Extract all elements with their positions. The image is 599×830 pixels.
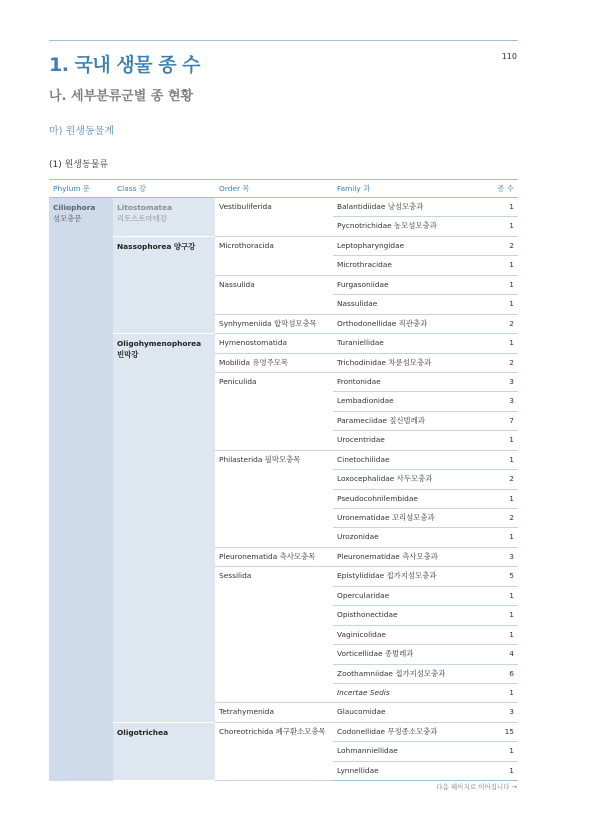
count-cell: 2 xyxy=(483,353,518,372)
family-cell: Parameciidae 짚신벌레과 xyxy=(333,411,483,430)
table-row xyxy=(49,722,518,741)
order-cell: Tetrahymenida xyxy=(215,703,333,722)
header-class: Class 강 xyxy=(113,180,215,198)
family-cell: Cinetochilidae xyxy=(333,450,483,469)
family-cell: Lohmanniellidae xyxy=(333,742,483,761)
count-cell: 6 xyxy=(483,664,518,683)
family-cell: Lynnellidae xyxy=(333,761,483,780)
header-count: 종 수 xyxy=(483,180,518,198)
count-cell: 3 xyxy=(483,372,518,391)
count-cell: 1 xyxy=(483,295,518,314)
count-cell: 5 xyxy=(483,567,518,586)
count-cell: 1 xyxy=(483,742,518,761)
count-cell: 1 xyxy=(483,256,518,275)
header-family: Family 과 xyxy=(333,180,483,198)
phylum-korean: 섬모충문 xyxy=(53,214,82,223)
count-cell: 1 xyxy=(483,586,518,605)
family-cell: Vorticellidae 종벌레과 xyxy=(333,645,483,664)
order-cell: Vestibuliferida xyxy=(215,198,333,237)
count-cell: 7 xyxy=(483,411,518,430)
chapter-title: 1. 국내 생물 종 수 xyxy=(49,54,201,76)
class-latin: Litostomatea xyxy=(117,203,173,212)
phylum-latin: Ciliophora xyxy=(53,203,96,212)
count-cell: 1 xyxy=(483,431,518,450)
header-order: Order 목 xyxy=(215,180,333,198)
table-row xyxy=(49,334,518,353)
order-cell: Peniculida xyxy=(215,372,333,450)
family-cell: Pseudocohnilembidae xyxy=(333,489,483,508)
family-cell: Pycnotrichidae 농모섬모충과 xyxy=(333,217,483,236)
family-cell: Trichodinidae 차륜섬모충과 xyxy=(333,353,483,372)
subsection-title: 마) 원생동물계 xyxy=(49,126,115,137)
count-cell: 1 xyxy=(483,683,518,702)
family-cell: Urozonidae xyxy=(333,528,483,547)
family-cell: Furgasoniidae xyxy=(333,275,483,294)
family-cell: Loxocephalidae 사두모충과 xyxy=(333,470,483,489)
order-cell: Nassulida xyxy=(215,275,333,314)
page-number: 110 xyxy=(501,52,517,61)
family-cell: Incertae Sedis xyxy=(333,683,483,702)
order-cell: Choreotrichida 폐구환소모충목 xyxy=(215,722,333,780)
count-cell: 1 xyxy=(483,761,518,780)
count-cell: 1 xyxy=(483,217,518,236)
count-cell: 15 xyxy=(483,722,518,741)
count-cell: 2 xyxy=(483,236,518,255)
count-cell: 4 xyxy=(483,645,518,664)
family-cell: Pleuronematidae 측사모충과 xyxy=(333,547,483,566)
class-latin: Oligohymenophorea xyxy=(117,339,202,349)
count-cell: 2 xyxy=(483,509,518,528)
count-cell: 1 xyxy=(483,606,518,625)
family-cell: Opercularidae xyxy=(333,586,483,605)
order-cell: Mobilida 유영주모목 xyxy=(215,353,333,372)
order-cell: Pleuronematida 측사모충목 xyxy=(215,547,333,566)
family-cell: Epistylididae 접가지섬모충과 xyxy=(333,567,483,586)
family-cell: Leptopharyngidae xyxy=(333,236,483,255)
class-korean: 빈막강 xyxy=(117,350,139,360)
family-cell: Uronematidae 꼬리섬모충과 xyxy=(333,509,483,528)
phylum-cell xyxy=(49,198,113,781)
family-cell: Frontonidae xyxy=(333,372,483,391)
family-cell: Codonellidae 무정종소모충과 xyxy=(333,722,483,741)
count-cell: 2 xyxy=(483,314,518,333)
count-cell: 3 xyxy=(483,703,518,722)
table-row xyxy=(49,198,518,217)
family-cell: Balantidiidae 낭섬모충과 xyxy=(333,198,483,217)
family-cell: Nassulidae xyxy=(333,295,483,314)
class-cell-oligotrichea xyxy=(113,722,215,780)
family-cell: Vaginicolidae xyxy=(333,625,483,644)
count-cell: 1 xyxy=(483,450,518,469)
family-cell: Glaucomidae xyxy=(333,703,483,722)
continue-note: 다음 페이지로 이어집니다 → xyxy=(436,783,517,791)
count-cell: 1 xyxy=(483,528,518,547)
table-row xyxy=(49,236,518,255)
count-cell: 1 xyxy=(483,275,518,294)
count-cell: 1 xyxy=(483,625,518,644)
order-cell: Synhymeniida 합막섬모충목 xyxy=(215,314,333,333)
order-cell: Microthoracida xyxy=(215,236,333,275)
order-cell: Sessilida xyxy=(215,567,333,703)
section-title: 나. 세부분류군별 종 현황 xyxy=(49,89,194,104)
count-cell: 2 xyxy=(483,470,518,489)
top-rule xyxy=(49,40,518,41)
class-latin: Nassophorea 양구강 xyxy=(117,241,196,251)
family-cell: Orthodonellidae 직관충과 xyxy=(333,314,483,333)
family-cell: Lembadionidae xyxy=(333,392,483,411)
order-cell: Philasterida 필막모충목 xyxy=(215,450,333,547)
order-cell: Hymenostomatida xyxy=(215,334,333,353)
count-cell: 1 xyxy=(483,489,518,508)
family-cell: Microthracidae xyxy=(333,256,483,275)
class-cell-litostomatea xyxy=(113,198,215,237)
species-table xyxy=(49,179,518,781)
header-phylum: Phylum 문 xyxy=(49,180,113,198)
class-cell-nassophorea xyxy=(113,236,215,333)
group-title: (1) 원생동물류 xyxy=(49,160,109,170)
family-cell: Zoothamniidae 접가지섬모충과 xyxy=(333,664,483,683)
family-cell: Opisthonectidae xyxy=(333,606,483,625)
count-cell: 1 xyxy=(483,198,518,217)
table-header-row xyxy=(49,180,518,198)
class-latin: Oligotrichea xyxy=(117,727,169,737)
count-cell: 1 xyxy=(483,334,518,353)
class-cell-oligohymenophorea xyxy=(113,334,215,723)
family-cell: Turaniellidae xyxy=(333,334,483,353)
family-cell: Urocentridae xyxy=(333,431,483,450)
count-cell: 3 xyxy=(483,547,518,566)
class-korean: 리토스토마테강 xyxy=(117,214,167,223)
count-cell: 3 xyxy=(483,392,518,411)
